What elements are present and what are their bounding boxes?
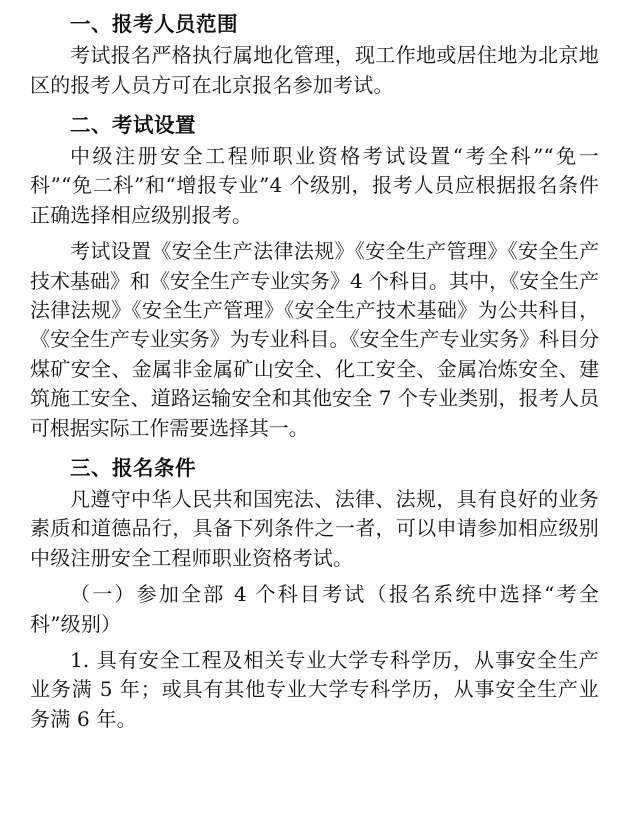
spacer [30, 102, 599, 111]
section-2-paragraph-2: 考试设置《安全生产法律法规》《安全生产管理》《安全生产技术基础》和《安全生产专业实务》4 个科目。其中，《安全生产法律法规》《安全生产管理》《安全生产技术基础》为公共科目，《安全生产专业实务》为专业科目。《安全生产专业实务》科目分煤矿安全、金属非金属矿山安全、化工安全、金属冶炼安全、建筑施工安全、道路运输安全和其他安全 7 个专业类别，报考人员可根据实际工作需要选择其一。 [30, 239, 599, 440]
section-heading-1: 一、报考人员范围 [70, 12, 238, 36]
section-1-paragraph-1: 考试报名严格执行属地化管理，现工作地或居住地为北京地区的报考人员方可在北京报名参加考试。 [30, 43, 599, 97]
section-3-paragraph-1: 凡遵守中华人民共和国宪法、法律、法规，具有良好的业务素质和道德品行，具备下列条件之一者，可以申请参加相应级别中级注册安全工程师职业资格考试。 [30, 487, 599, 570]
section-heading-3: 三、报名条件 [70, 455, 196, 480]
section-3-subitem-1: （一）参加全部 4 个科目考试（报名系统中选择“考全科”级别） [30, 582, 599, 636]
section-3-listitem-1: 1. 具有安全工程及相关专业大学专科学历，从事安全生产业务满 5 年；或具有其他专业大学专科学历，从事安全生产业务满 6 年。 [30, 647, 599, 731]
section-heading-2: 二、考试设置 [70, 112, 196, 137]
section-2-paragraph-1: 中级注册安全工程师职业资格考试设置“考全科”“免一科”“免二科”和“增报专业”4 个级别，报考人员应根据报名条件正确选择相应级别报考。 [30, 144, 599, 227]
spacer [30, 445, 599, 454]
